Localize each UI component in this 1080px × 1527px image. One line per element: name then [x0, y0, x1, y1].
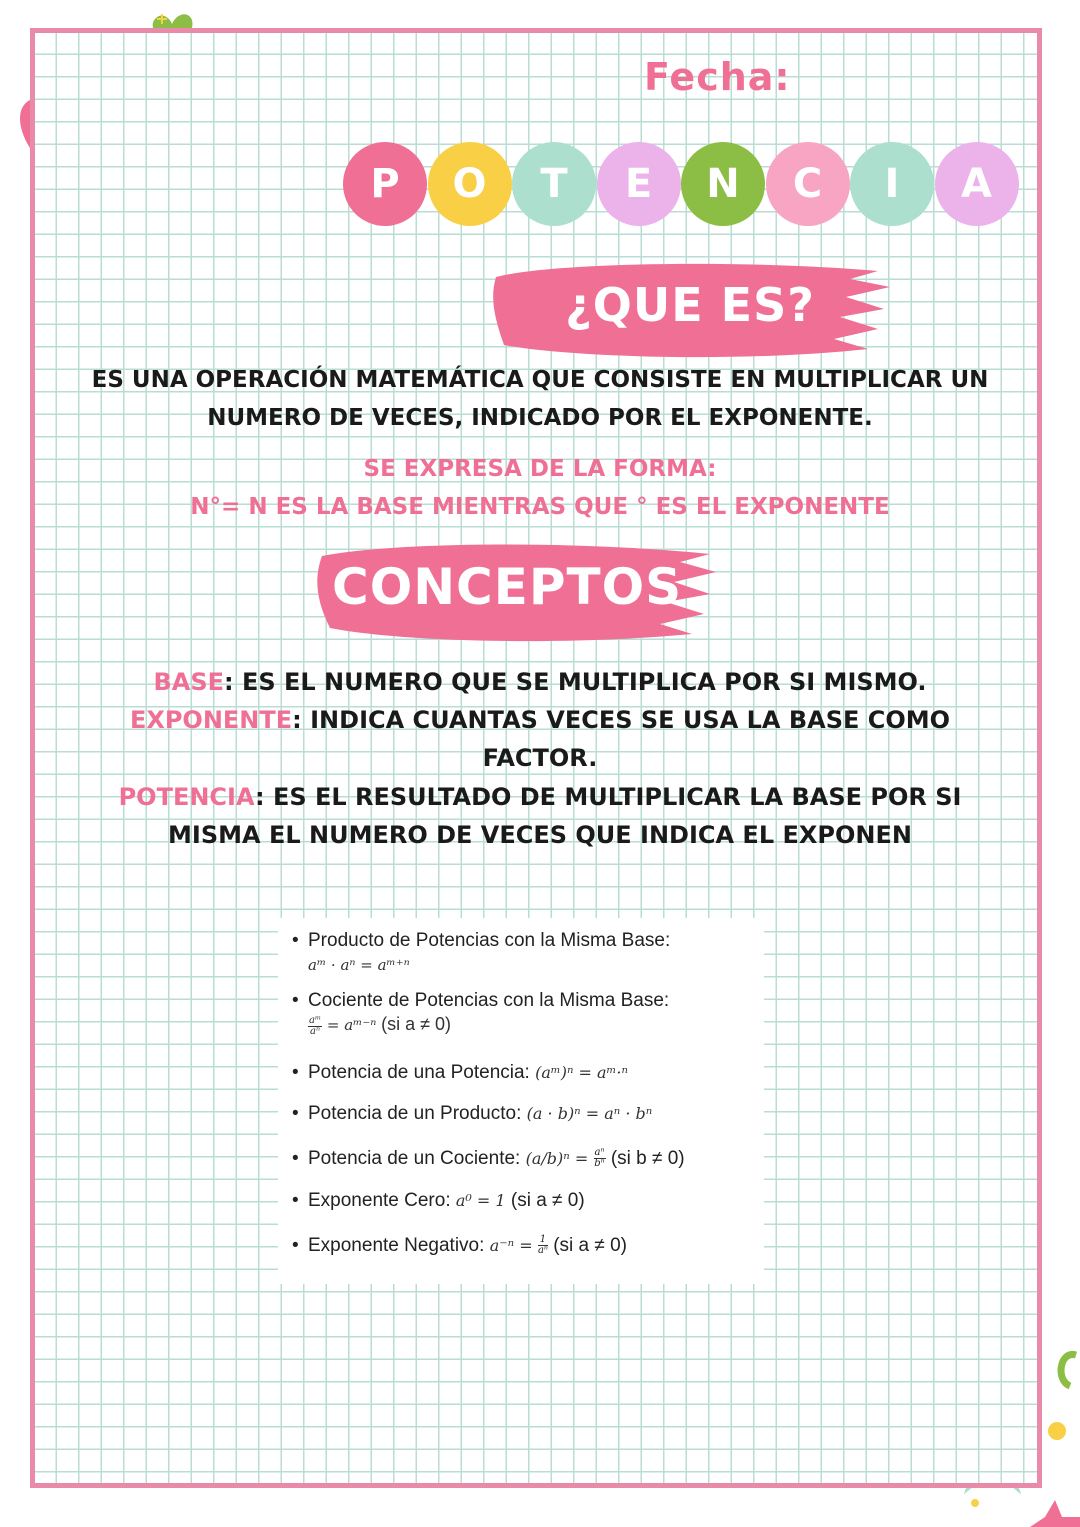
title-letter-circle: A — [935, 142, 1019, 226]
star-icon — [1030, 1500, 1080, 1527]
arc-icon — [1061, 1354, 1076, 1386]
rule-quotient: • Cociente de Potencias con la Misma Base: — [292, 990, 670, 1011]
rule-formula: a⁰ = 1 — [455, 1191, 506, 1210]
dot-icon — [971, 1499, 979, 1507]
rule-zero-exponent: • Exponente Cero: a⁰ = 1 (si a ≠ 0) — [292, 1190, 585, 1211]
rule-label: Exponente Negativo: — [308, 1235, 485, 1256]
concept-base — [0, 668, 1080, 696]
title-letter-circle: E — [597, 142, 681, 226]
title-letter-circle: O — [428, 142, 512, 226]
expression-line-1: SE EXPRESA DE LA FORMA: — [363, 456, 717, 482]
rule-label: Potencia de un Producto: — [308, 1103, 522, 1124]
dot-icon — [1048, 1422, 1066, 1440]
def-exponente: : INDICA CUANTAS VECES SE USA LA BASE COMO — [292, 706, 951, 734]
rule-power-of-power: • Potencia de una Potencia: (aᵐ)ⁿ = aᵐ·ⁿ — [292, 1062, 628, 1083]
rule-label: Producto de Potencias con la Misma Base: — [308, 930, 671, 951]
rule-power-of-product: • Potencia de un Producto: (a · b)ⁿ = aⁿ · bⁿ — [292, 1103, 653, 1124]
rule-formula: (aᵐ)ⁿ = aᵐ·ⁿ — [535, 1063, 628, 1082]
title-letter-circle: P — [343, 142, 427, 226]
def-base: : ES EL NUMERO QUE SE MULTIPLICA POR SI MISMO. — [224, 668, 927, 696]
def-potencia: : ES EL RESULTADO DE MULTIPLICAR LA BASE POR SI — [254, 783, 962, 811]
concept-exponente — [0, 706, 1080, 734]
definition-line-1: ES UNA OPERACIÓN MATEMÁTICA QUE CONSISTE EN MULTIPLICAR UN — [91, 367, 989, 393]
concept-potencia — [0, 783, 1080, 811]
rule-label: Potencia de una Potencia: — [308, 1062, 530, 1083]
term-exponente: EXPONENTE — [129, 706, 293, 734]
fraction: $\frac{\text{aⁿ}}{\text{bⁿ}}$ — [594, 1147, 605, 1170]
rule-formula: aᵐ · aⁿ = aᵐ⁺ⁿ — [308, 956, 410, 974]
rule-negative-exponent: • Exponente Negativo: a⁻ⁿ = $\frac{1}{\text{aⁿ}}$ (si a ≠ 0) — [292, 1234, 628, 1257]
conceptos-heading: CONCEPTOS — [332, 558, 683, 616]
fraction: $\frac{1}{\text{aⁿ}}$ — [537, 1234, 548, 1257]
rule-product: • Producto de Potencias con la Misma Base: — [292, 930, 671, 951]
fraction: $\frac{\text{aᵐ}}{\text{aⁿ}}$ — [309, 1014, 322, 1037]
expression-line-2: N°= N ES LA BASE MIENTRAS QUE ° ES EL EXPONENTE — [190, 494, 890, 520]
rule-label: Exponente Cero: — [308, 1190, 451, 1211]
title-letter-circle: N — [681, 142, 765, 226]
que-es-heading: ¿QUE ES? — [565, 278, 815, 332]
term-base: BASE — [153, 668, 225, 696]
rule-label: Potencia de un Cociente: — [308, 1148, 521, 1169]
concept-exponente-cont: FACTOR. — [482, 744, 598, 772]
rule-formula: (a/b)ⁿ = — [525, 1149, 589, 1168]
concept-potencia-cont: MISMA EL NUMERO DE VECES QUE INDICA EL EXPONEN — [168, 821, 912, 849]
date-label: Fecha: — [644, 55, 791, 99]
rule-label: Cociente de Potencias con la Misma Base: — [308, 990, 670, 1011]
rule-formula: (a · b)ⁿ = aⁿ · bⁿ — [526, 1104, 653, 1123]
rules-card — [278, 918, 764, 1284]
definition-line-2: NUMERO DE VECES, INDICADO POR EL EXPONENTE. — [207, 405, 873, 431]
rule-formula: a⁻ⁿ = — [489, 1236, 533, 1255]
rule-formula: $\frac{\text{aᵐ}}{\text{aⁿ}}$ = aᵐ⁻ⁿ (si a ≠ 0) — [309, 1014, 452, 1037]
term-potencia: POTENCIA — [118, 783, 255, 811]
title-letter-circle: C — [766, 142, 850, 226]
rule-power-of-quotient: • Potencia de un Cociente: (a/b)ⁿ = $\frac{\text{aⁿ}}{\text{bⁿ}}$ (si b ≠ 0) — [292, 1147, 685, 1170]
title-letter-circle: T — [512, 142, 596, 226]
title-letter-circle: I — [850, 142, 934, 226]
title-letters — [343, 142, 1043, 228]
